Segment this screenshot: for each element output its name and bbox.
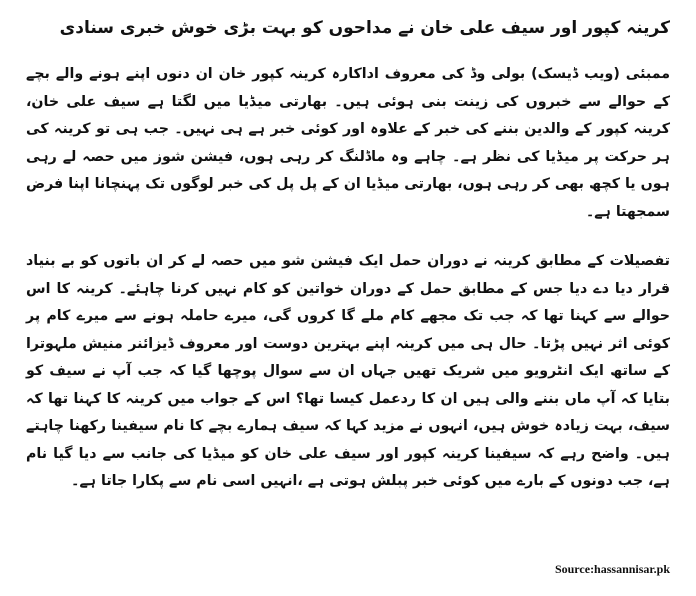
article-paragraph-1: ممبئی (ویب ڈیسک) بولی وڈ کی معروف اداکارہ کرینہ کپور خان ان دنوں اپنے ہونے والے بچے کے حوالے سے خبروں کی زینت بنی ہوئی ہیں۔ بھارتی میڈیا میں لگتا ہے سیف علی خان، کرینہ کپور کے والدین بننے کی خبر کے علاوہ اور کوئی خبر ہے ہی نہیں۔ جب ہی تو کرینہ کی ہر حرکت پر میڈیا کی نظر ہے۔ چاہے وہ ماڈلنگ کر رہی ہوں، فیشن شوز میں حصہ لے رہی ہوں یا کچھ بھی کر رہی ہوں، بھارتی میڈیا ان کے پل پل کی خبر لوگوں تک پہنچانا اپنا فرض سمجھتا ہے۔ bbox=[26, 66, 670, 220]
article-paragraph-2: تفصیلات کے مطابق کرینہ نے دوران حمل ایک فیشن شو میں حصہ لے کر ان باتوں کو بے بنیاد قرار دیا دے دیا جس کے مطابق حمل کے دوران خواتین کو کام نہیں کرنا چاہئے۔ کرینہ کا اس حوالے سے کہنا تھا کہ جب تک مجھے کام ملے گا کروں گی، میرے حاملہ ہونے سے میرے کام پر کوئی اثر نہیں پڑتا۔ حال ہی میں کرینہ اپنے بہترین دوست اور معروف ڈیزائنر منیش ملہوترا کے ساتھ ایک انٹرویو میں شریک تھیں جہاں ان سے سوال پوچھا گیا کہ جب آپ نے سیف کو بتایا کہ آپ ماں بننے والی ہیں ان کا ردعمل کیسا تھا؟ اس کے جواب میں کرینہ کا کہنا تھا کہ سیف، بہت زیادہ خوش ہیں، انہوں نے مزید کہا کہ سیف ہمارے بچے کا نام سیفینا رکھنا چاہتے ہیں۔ واضح رہے کہ سیفینا کرینہ کپور اور سیف علی خان کو میڈیا کی جانب سے دیا گیا نام ہے، جب دونوں کے بارے میں کوئی خبر پبلش ہوتی ہے ،انہیں اسی نام سے پکارا جاتا ہے۔ bbox=[26, 253, 670, 489]
news-article bbox=[14, 0, 682, 596]
article-source-credit: Source:hassannisar.pk bbox=[554, 562, 670, 576]
article-headline: کرینہ کپور اور سیف علی خان نے مداحوں کو بہت بڑی خوش خبری سنادی bbox=[59, 18, 670, 38]
